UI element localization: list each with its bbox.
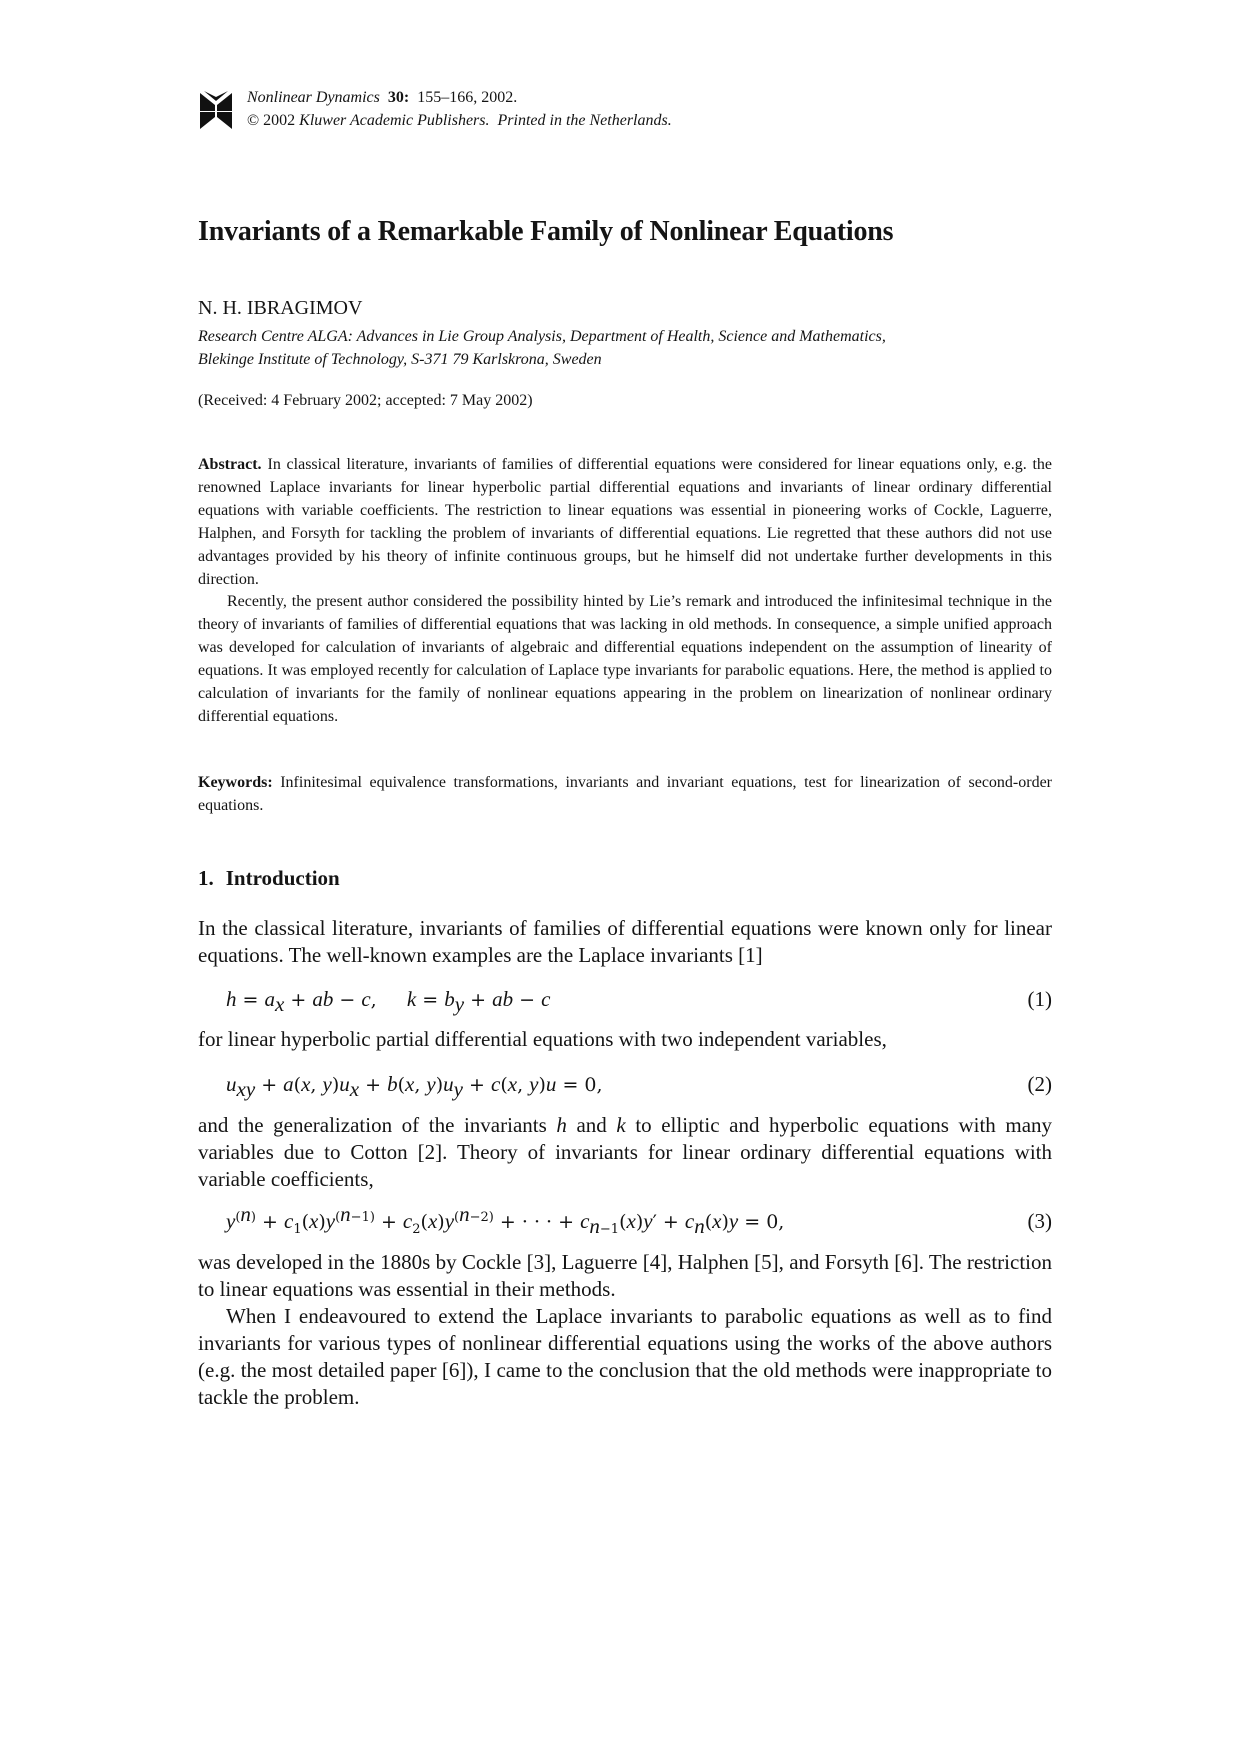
equation-1-body: $h = a_x$ + ab − c, $k = b_y$ + ab − c [226, 987, 551, 1016]
abstract [198, 454, 1052, 729]
equation-1 [198, 987, 1052, 1015]
paper-title: Invariants of a Remarkable Family of Nonlinear Equations [198, 216, 894, 247]
section-number: 1. [198, 866, 214, 890]
abstract-text-1: In classical literature, invariants of families of differential equations were considered for linear equations only, e.g. the renowned Laplace invariants for linear hyperbolic partial differential equations and invariants of linear ordinary differential equations with variable coefficients. The restriction to linear equations was essential in pioneering works of Cockle, Laguerre, Halphen, and Forsyth for tackling the problem of invariants of differential equations. Lie regretted that these authors did not use advantages provided by his theory of infinite continuous groups, but he himself did not undertake further developments in this direction. [198, 456, 1052, 588]
received-dates: (Received: 4 February 2002; accepted: 7 May 2002) [198, 392, 533, 409]
body-paragraph-4: was developed in the 1880s by Cockle [3], Laguerre [4], Halphen [5], and Forsyth [6]. The restriction to linear equations was essential in their methods. [198, 1250, 1052, 1301]
keywords-text: Infinitesimal equivalence transformations, invariants and invariant equations, test for linearization of second-order equations. [198, 774, 1053, 814]
copyright-line [247, 109, 672, 132]
keywords [198, 771, 1052, 817]
body-paragraph-3-start: and the generalization of the invariants [198, 1113, 547, 1137]
copyright-year: © 2002 [247, 112, 296, 129]
journal-citation [247, 86, 672, 109]
affiliation-line-2: Blekinge Institute of Technology, S-371 79 Karlskrona, Sweden [198, 351, 602, 368]
body-paragraph-5: When I endeavoured to extend the Laplace invariants to parabolic equations as well as to find invariants for various types of nonlinear differential equations using the works of the above authors (e.g. the most detailed paper [6]), I came to the conclusion that the old methods were inappropriate to tackle the problem. [198, 1304, 1052, 1409]
equation-3-body: $y^{(n)} + c_1(x)y^{(n-1)} + c_2(x)y^{(n-2)}$ + · · · + $c_{n-1}(x)y' + c_n(x)y = 0$, [226, 1201, 785, 1238]
journal-name: Nonlinear Dynamics [247, 89, 380, 106]
publisher-logo-icon [198, 91, 234, 131]
journal-pages: 155–166, 2002. [417, 89, 518, 106]
section-heading [198, 866, 340, 891]
equation-2 [198, 1072, 1052, 1100]
body-paragraph-3-end: to elliptic and hyperbolic equations with many variables due to Cotton [2]. Theory of invariants for linear ordinary differential equations with variable coefficients, [198, 1113, 1053, 1191]
author-name: N. H. IBRAGIMOV [198, 297, 363, 319]
invariant-h: h [556, 1113, 567, 1137]
body-paragraph-1: In the classical literature, invariants of families of differential equations were known only for linear equations. The well-known examples are the Laplace invariants [1] [198, 916, 1052, 967]
author-affiliation [198, 325, 1052, 371]
equation-3-number: (3) [1027, 1209, 1052, 1233]
body-paragraph-3 [198, 1112, 1052, 1193]
journal-header [198, 86, 1052, 136]
equation-2-body: $u_{xy} + a(x$, $y)u_x + b(x$, $y)u_y + c(x$, y)u = 0, [226, 1072, 603, 1101]
invariant-k: k [616, 1113, 626, 1137]
printed-location: Printed in the Netherlands. [497, 112, 672, 129]
abstract-label: Abstract. [198, 456, 262, 473]
section-title: Introduction [225, 866, 340, 890]
publisher-name: Kluwer Academic Publishers. [299, 112, 490, 129]
keywords-label: Keywords: [198, 774, 273, 791]
body-paragraph-3-and: and [576, 1113, 607, 1137]
journal-volume: 30: [387, 89, 410, 106]
body-paragraph-2: for linear hyperbolic partial differential equations with two independent variables, [198, 1027, 887, 1051]
affiliation-line-1: Research Centre ALGA: Advances in Lie Group Analysis, Department of Health, Science and Mathematics, [198, 328, 886, 345]
equation-3 [198, 1201, 1052, 1238]
abstract-paragraph-1 [198, 454, 1052, 591]
equation-1-number: (1) [1027, 987, 1052, 1011]
equation-2-number: (2) [1027, 1072, 1052, 1096]
abstract-paragraph-2: Recently, the present author considered the possibility hinted by Lie’s remark and introduced the infinitesimal technique in the theory of invariants of families of differential equations that was lacking in old methods. In consequence, a simple unified approach was developed for calculation of invariants of algebraic and differential equations independent on the assumption of linearity of equations. It was employed recently for calculation of Laplace type invariants for parabolic equations. Here, the method is applied to calculation of invariants for the family of nonlinear equations appearing in the problem on linearization of nonlinear ordinary differential equations. [198, 593, 1052, 725]
